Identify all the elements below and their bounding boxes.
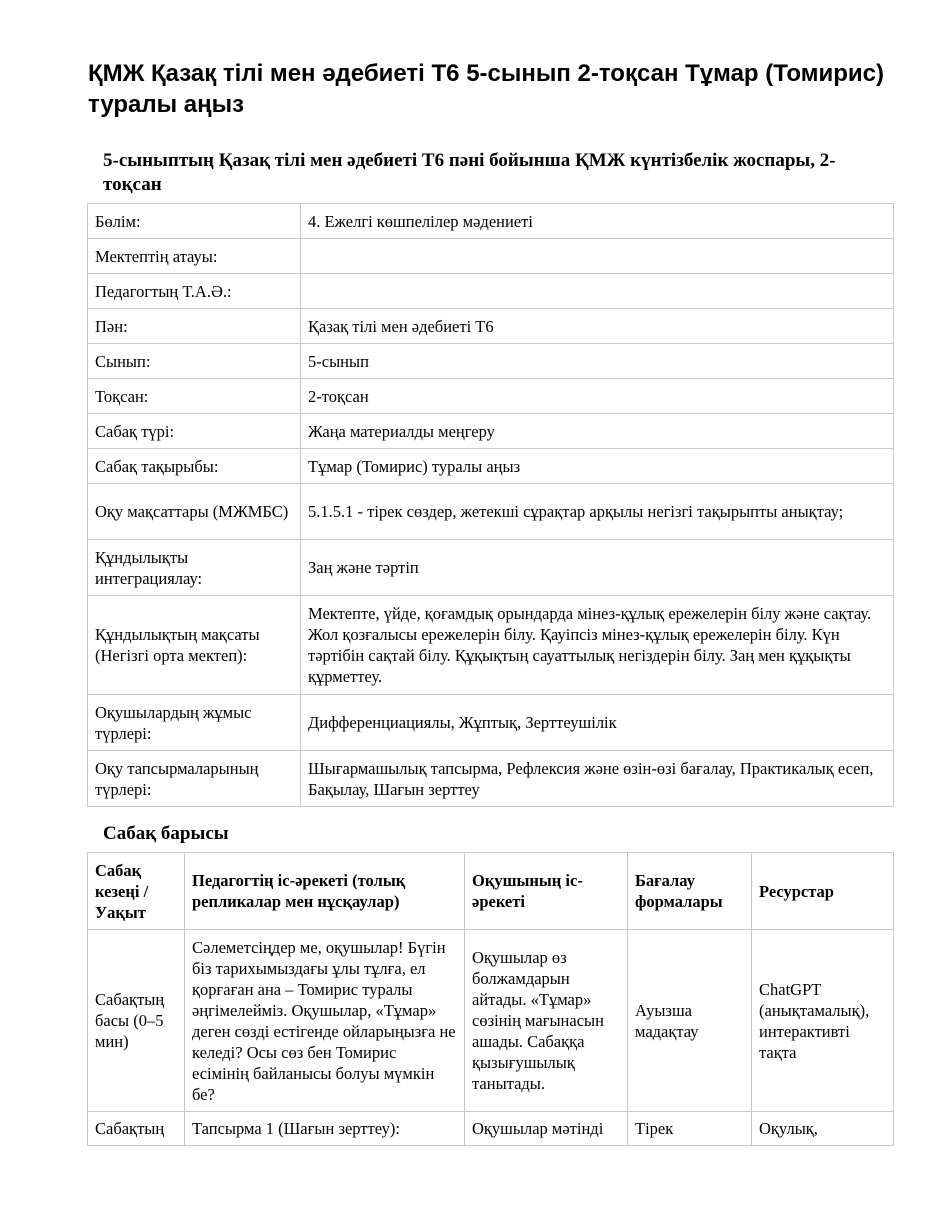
table-cell: Тірек: [628, 1112, 752, 1146]
lesson-flow-heading: Сабақ барысы: [103, 823, 229, 844]
info-label: Оқу тапсырмаларының түрлері:: [88, 751, 301, 807]
table-cell: Сәлеметсіңдер ме, оқушылар! Бүгін біз тарихымыздағы ұлы тұлға, ел қорғаған ана – Томирис туралы әңгімелейміз. Оқушылар, «Тұмар» деген сөзді естігенде ойларыңызға не келеді? Осы сөз бен Томирис есімінің байланысы болуы мүмкін бе?: [185, 930, 465, 1112]
table-row: [88, 1112, 894, 1146]
info-value: Жаңа материалды меңгеру: [301, 414, 894, 449]
info-label: Бөлім:: [88, 204, 301, 239]
info-value: [301, 239, 894, 274]
info-row: [88, 695, 894, 751]
table-cell: Сабақтың басы (0–5 мин): [88, 930, 185, 1112]
info-value: 4. Ежелгі көшпелілер мәдениеті: [301, 204, 894, 239]
info-value: Заң және тәртіп: [301, 540, 894, 596]
info-value: [301, 274, 894, 309]
info-row: [88, 484, 894, 540]
column-header: Ресурстар: [752, 853, 894, 930]
info-row: [88, 309, 894, 344]
lesson-flow-table: [87, 852, 894, 1146]
header-row: [88, 853, 894, 930]
table-cell: Ауызша мадақтау: [628, 930, 752, 1112]
info-label: Тоқсан:: [88, 379, 301, 414]
table-cell: ChatGPT (анықтамалық), интерактивті тақта: [752, 930, 894, 1112]
info-label: Пән:: [88, 309, 301, 344]
info-label: Сынып:: [88, 344, 301, 379]
table-cell: Сабақтың: [88, 1112, 185, 1146]
info-value: 2-тоқсан: [301, 379, 894, 414]
info-row: [88, 204, 894, 239]
info-row: [88, 449, 894, 484]
column-header: Бағалау формалары: [628, 853, 752, 930]
info-label: Оқушылардың жұмыс түрлері:: [88, 695, 301, 751]
table-cell: Оқушылар өз болжамдарын айтады. «Тұмар» сөзінің мағынасын ашады. Сабаққа қызығушылық танытады.: [465, 930, 628, 1112]
info-row: [88, 274, 894, 309]
info-value: 5-сынып: [301, 344, 894, 379]
document-title: ҚМЖ Қазақ тілі мен әдебиеті Т6 5-сынып 2-тоқсан Тұмар (Томирис) туралы аңыз: [88, 60, 884, 118]
info-value: Тұмар (Томирис) туралы аңыз: [301, 449, 894, 484]
lesson-info-table: [87, 203, 894, 807]
table-cell: Оқушылар мәтінді: [465, 1112, 628, 1146]
info-label: Оқу мақсаттары (МЖМБС): [88, 484, 301, 540]
table-row: [88, 930, 894, 1112]
info-value: Мектепте, үйде, қоғамдық орындарда мінез-құлық ережелерін білу және сақтау. Жол қозғалысы ережелерін білу. Қауіпсіз мінез-құлық ережелерін білу. Күн тәртібін сақтай білу. Құқықтың сауаттылық негіздерін білу. Заң мен құқықты құрметтеу.: [301, 596, 894, 695]
info-label: Педагогтың Т.А.Ә.:: [88, 274, 301, 309]
info-value: Дифференциациялы, Жұптық, Зерттеушілік: [301, 695, 894, 751]
info-row: [88, 414, 894, 449]
info-row: [88, 540, 894, 596]
info-label: Құндылықты интеграциялау:: [88, 540, 301, 596]
info-label: Құндылықтың мақсаты (Негізгі орта мектеп):: [88, 596, 301, 695]
column-header: Оқушының іс-әрекеті: [465, 853, 628, 930]
info-label: Сабақ түрі:: [88, 414, 301, 449]
info-row: [88, 344, 894, 379]
info-row: [88, 379, 894, 414]
info-label: Мектептің атауы:: [88, 239, 301, 274]
info-row: [88, 596, 894, 695]
plan-subtitle: 5-сыныптың Қазақ тілі мен әдебиеті Т6 пәні бойынша ҚМЖ күнтізбелік жоспары, 2-тоқсан: [103, 150, 836, 195]
info-value: 5.1.5.1 - тірек сөздер, жетекші сұрақтар арқылы негізгі тақырыпты анықтау;: [301, 484, 894, 540]
info-row: [88, 751, 894, 807]
info-value: Шығармашылық тапсырма, Рефлексия және өзін-өзі бағалау, Практикалық есеп, Бақылау, Шағын зерттеу: [301, 751, 894, 807]
info-label: Сабақ тақырыбы:: [88, 449, 301, 484]
table-cell: Оқулық,: [752, 1112, 894, 1146]
column-header: Педагогтің іс-әрекеті (толық репликалар мен нұсқаулар): [185, 853, 465, 930]
table-cell: Тапсырма 1 (Шағын зерттеу):: [185, 1112, 465, 1146]
column-header: Сабақ кезеңі / Уақыт: [88, 853, 185, 930]
info-value: Қазақ тілі мен әдебиеті Т6: [301, 309, 894, 344]
info-row: [88, 239, 894, 274]
